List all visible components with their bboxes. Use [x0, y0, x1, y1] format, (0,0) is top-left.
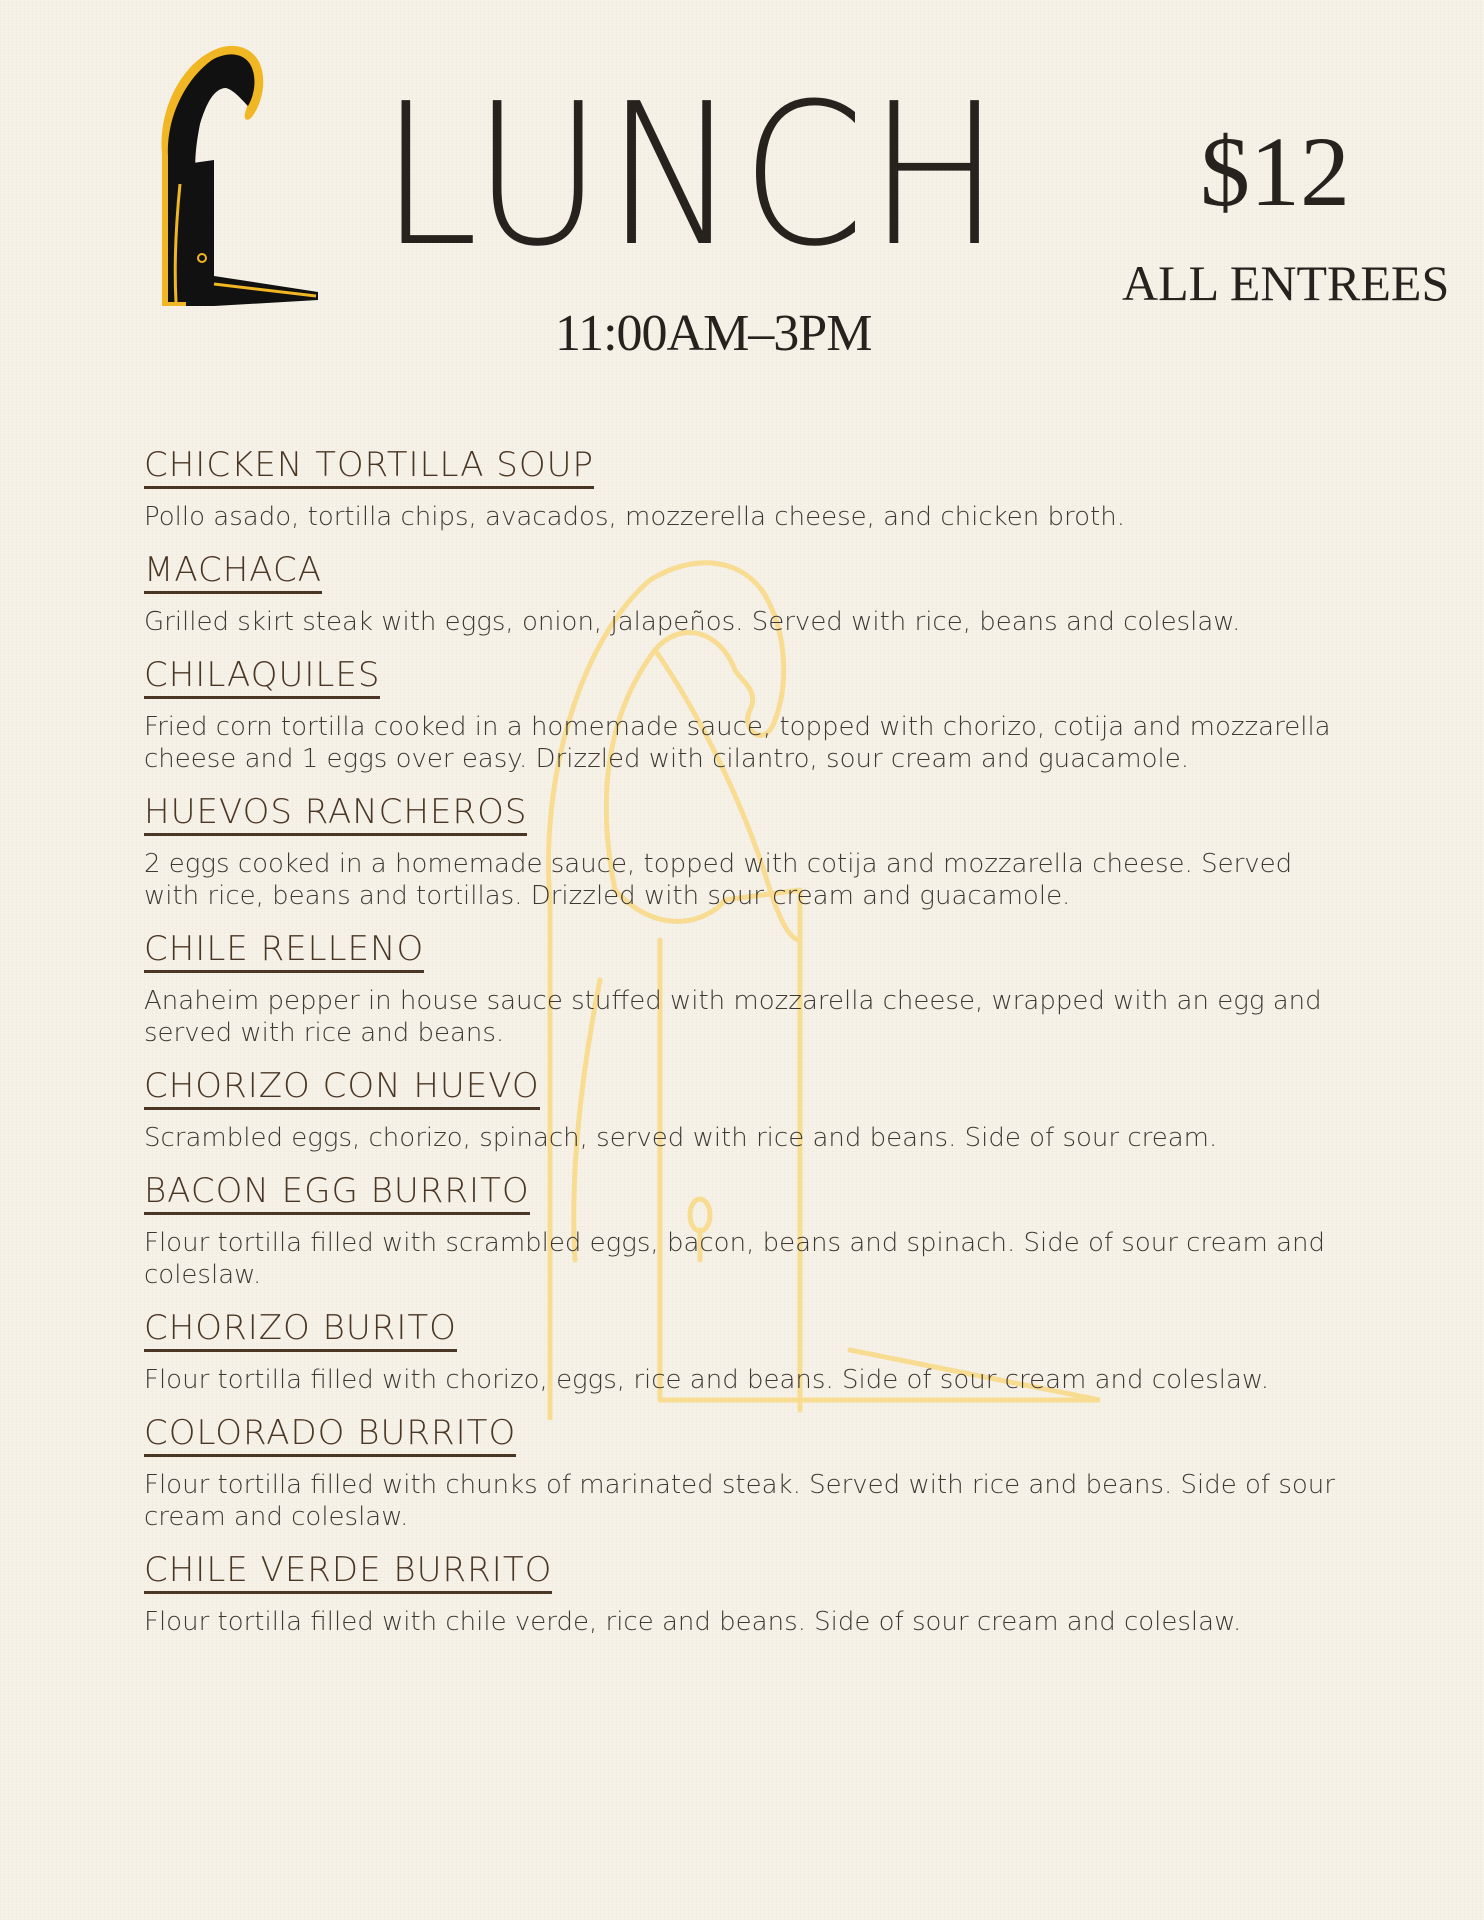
menu-item: [144, 654, 1354, 775]
menu-item-description: Pollo asado, tortilla chips, avacados, mozzerella cheese, and chicken broth.: [144, 502, 1125, 532]
menu-item-name: HUEVOS RANCHEROS: [144, 791, 527, 836]
menu-item-description: Anaheim pepper in house sauce stuffed with mozzarella cheese, wrapped with an egg and served with rice and beans.: [144, 986, 1322, 1048]
menu-item: [144, 791, 1354, 912]
price-subtitle: ALL ENTREES: [1122, 255, 1450, 311]
menu-item: [144, 1065, 1354, 1154]
menu-list: [144, 444, 1354, 1654]
menu-item: [144, 1170, 1354, 1291]
price-label: $12: [1200, 116, 1350, 227]
menu-item-name: BACON EGG BURRITO: [144, 1170, 530, 1215]
hours-label: 11:00AM–3PM: [555, 305, 872, 362]
menu-item-name: CHILE RELLENO: [144, 928, 424, 973]
menu-item-name: CHICKEN TORTILLA SOUP: [144, 444, 594, 489]
menu-item: [144, 444, 1354, 533]
menu-item: [144, 1307, 1354, 1396]
parrot-logo-icon: [150, 44, 320, 310]
menu-item-description: Grilled skirt steak with eggs, onion, jalapeños. Served with rice, beans and coleslaw.: [144, 607, 1241, 637]
menu-item-name: CHORIZO CON HUEVO: [144, 1065, 540, 1110]
menu-item-name: COLORADO BURRITO: [144, 1412, 516, 1457]
menu-item-description: Fried corn tortilla cooked in a homemade sauce, topped with chorizo, cotija and mozzarella cheese and 1 eggs over easy. Drizzled with cilantro, sour cream and guacamole.: [144, 712, 1331, 774]
menu-item-description: 2 eggs cooked in a homemade sauce, topped with cotija and mozzarella cheese. Served with rice, beans and tortillas. Drizzled with sour cream and guacamole.: [144, 849, 1293, 911]
menu-item-description: Scrambled eggs, chorizo, spinach, served with rice and beans. Side of sour cream.: [144, 1123, 1218, 1153]
menu-item: [144, 1549, 1354, 1638]
menu-item-description: Flour tortilla filled with chunks of marinated steak. Served with rice and beans. Side of sour cream and coleslaw.: [144, 1470, 1335, 1532]
menu-item-name: CHORIZO BURITO: [144, 1307, 457, 1352]
menu-item-name: MACHACA: [144, 549, 322, 594]
menu-item: [144, 928, 1354, 1049]
menu-item-description: Flour tortilla filled with chile verde, rice and beans. Side of sour cream and coleslaw.: [144, 1607, 1242, 1637]
menu-item: [144, 549, 1354, 638]
menu-item-description: Flour tortilla filled with chorizo, eggs, rice and beans. Side of sour cream and coleslaw.: [144, 1365, 1270, 1395]
menu-item-name: CHILAQUILES: [144, 654, 380, 699]
menu-item-name: CHILE VERDE BURRITO: [144, 1549, 552, 1594]
menu-item-description: Flour tortilla filled with scrambled eggs, bacon, beans and spinach. Side of sour cream and coleslaw.: [144, 1228, 1326, 1290]
page-title: LUNCH: [380, 62, 1005, 290]
menu-item: [144, 1412, 1354, 1533]
